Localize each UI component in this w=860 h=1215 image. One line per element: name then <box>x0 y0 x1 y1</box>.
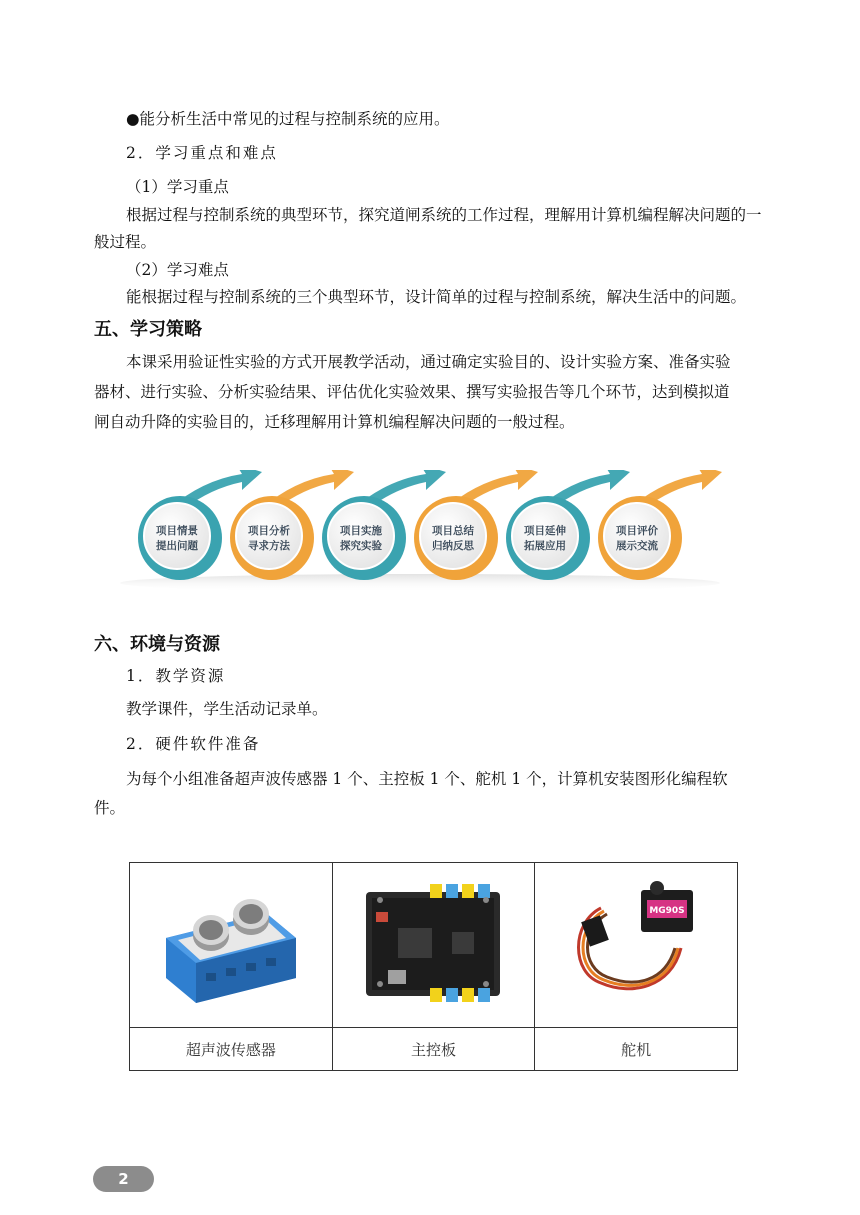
subheading-hardware-software: 2．硬件软件准备 <box>126 735 261 753</box>
difficulty-text: 能根据过程与控制系统的三个典型环节，设计简单的过程与控制系统，解决生活中的问题。 <box>126 288 747 306</box>
flow-step-title: 项目分析 <box>248 525 290 537</box>
subheading-teaching-resources: 1．教学资源 <box>126 667 226 685</box>
servo-image <box>561 878 711 1008</box>
section5-para-line2: 器材、进行实验、分析实验结果、评估优化实验效果、撰写实验报告等几个环节，达到模拟道 <box>94 383 730 401</box>
flow-step-title: 项目实施 <box>340 525 382 537</box>
flow-step-subtitle: 寻求方法 <box>248 540 290 552</box>
equipment-table <box>129 862 738 1071</box>
section5-para-line3: 闸自动升降的实验目的，迁移理解用计算机编程解决问题的一般过程。 <box>94 413 575 431</box>
focus-text-line2: 般过程。 <box>94 233 157 251</box>
ultrasonic-sensor-cell <box>130 863 333 1028</box>
flow-step-subtitle: 提出问题 <box>156 540 198 552</box>
servo-model-label: MG90S <box>649 906 685 916</box>
caption-ultrasonic-sensor: 超声波传感器 <box>130 1028 333 1071</box>
flow-step-subtitle: 拓展应用 <box>524 540 566 552</box>
flow-step-subtitle: 展示交流 <box>616 540 658 552</box>
flow-step-6 <box>598 470 722 580</box>
page-number: 2 <box>93 1166 154 1192</box>
caption-main-board: 主控板 <box>332 1028 535 1071</box>
caption-servo: 舵机 <box>535 1028 738 1071</box>
subheading-focus: （1）学习重点 <box>126 178 229 196</box>
flow-step-title: 项目总结 <box>432 525 474 537</box>
section5-para-line1: 本课采用验证性实验的方式开展教学活动，通过确定实验目的、设计实验方案、准备实验 <box>126 353 731 371</box>
section6-heading: 六、环境与资源 <box>94 634 220 655</box>
flow-step-title: 项目延伸 <box>524 525 566 537</box>
flow-step-subtitle: 归纳反思 <box>432 540 474 552</box>
servo-cell <box>535 863 738 1028</box>
flow-step-title: 项目评价 <box>616 525 658 537</box>
main-board-cell <box>332 863 535 1028</box>
subheading-key-points: 2．学习重点和难点 <box>126 144 278 162</box>
goal-bullet: ●能分析生活中常见的过程与控制系统的应用。 <box>126 110 450 128</box>
flow-step-subtitle: 探究实验 <box>340 540 382 552</box>
hardware-text-line1: 为每个小组准备超声波传感器 1 个、主控板 1 个、舵机 1 个，计算机安装图形化编程软 <box>126 770 728 788</box>
main-board-image <box>358 878 508 1008</box>
subheading-difficulty: （2）学习难点 <box>126 261 229 279</box>
section5-heading: 五、学习策略 <box>94 319 202 340</box>
hardware-text-line2: 件。 <box>94 799 126 817</box>
project-flow-diagram <box>120 470 740 600</box>
resources-text: 教学课件，学生活动记录单。 <box>126 700 328 718</box>
flow-step-title: 项目情景 <box>156 525 198 537</box>
ultrasonic-sensor-image <box>156 878 306 1008</box>
focus-text-line1: 根据过程与控制系统的典型环节，探究道闸系统的工作过程，理解用计算机编程解决问题的一 <box>126 206 762 224</box>
